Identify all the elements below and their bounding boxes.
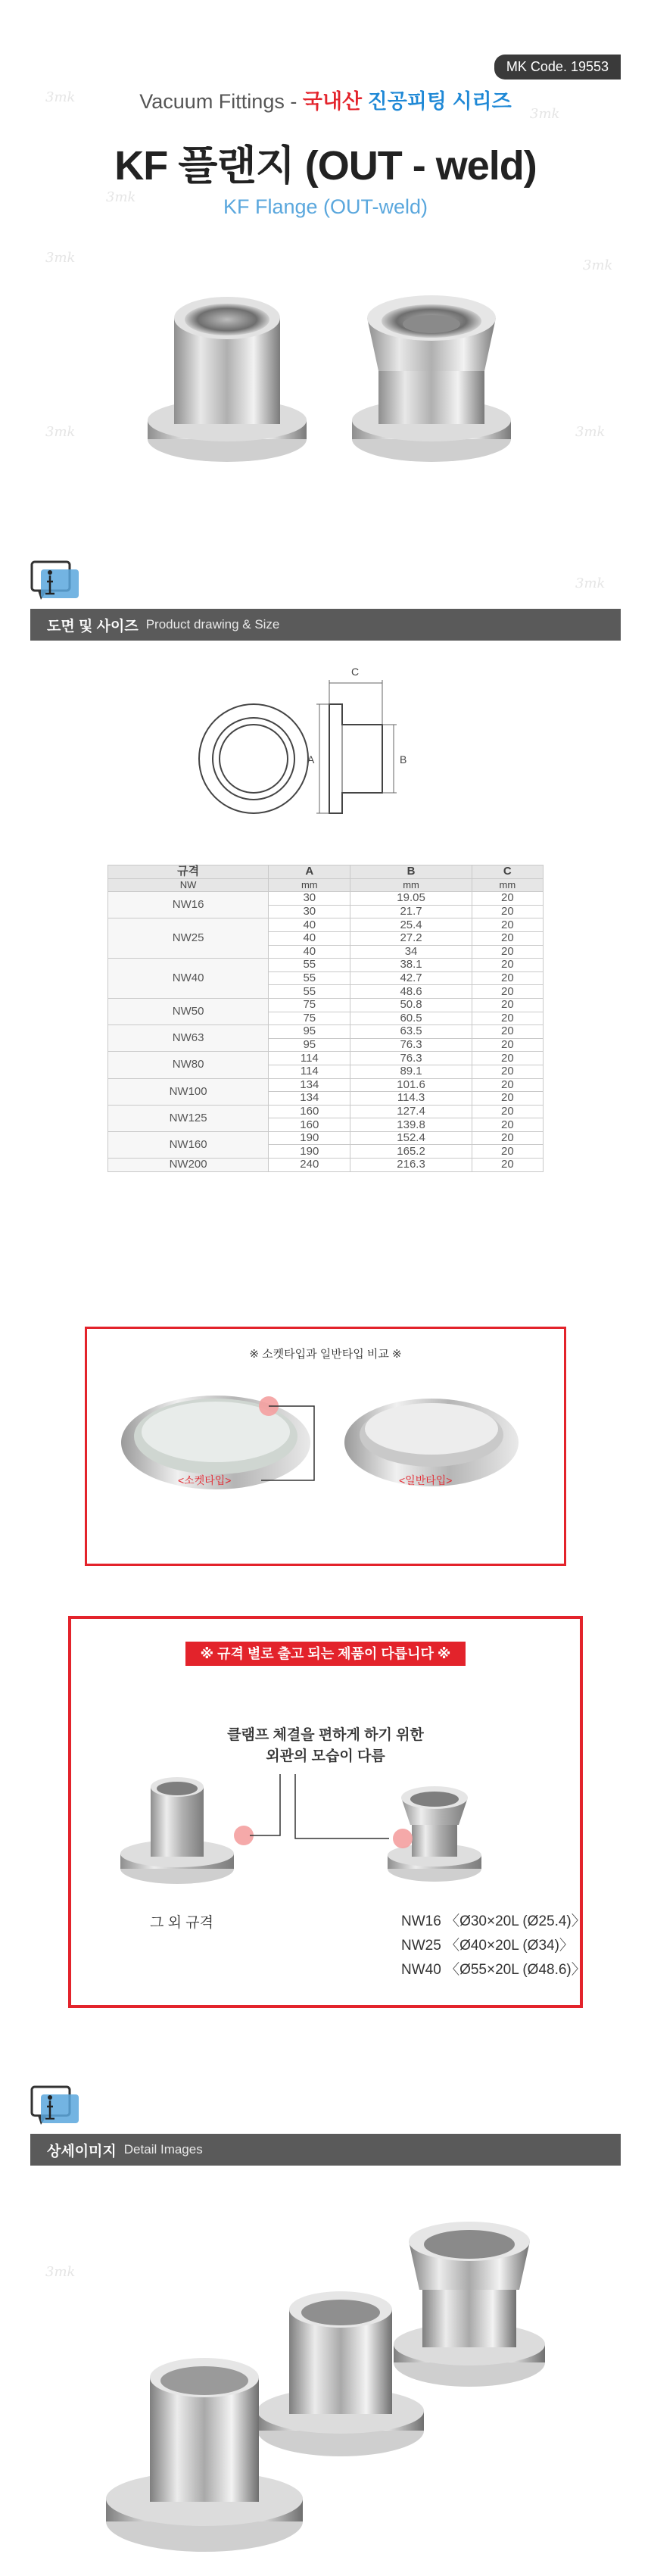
detail-product-image [91,2211,560,2567]
spec-cell-b: 165.2 [350,1145,472,1159]
spec-units-row [108,878,544,892]
spec-cell-c: 20 [472,1038,543,1052]
spec-header-row [108,865,544,879]
spec-cell-c: 20 [472,959,543,972]
type-compare-box [85,1327,566,1566]
spec-unit-a: mm [269,878,350,892]
spec-cell-a: 55 [269,959,350,972]
diff-desc-line2: 외관의 모습이 다름 [266,1748,385,1764]
spec-cell-b: 152.4 [350,1131,472,1145]
spec-cell-a: 95 [269,1025,350,1039]
watermark: 3mk [45,2264,76,2280]
spec-cell-c: 20 [472,985,543,999]
spec-cell-a: 40 [269,918,350,932]
spec-cell-a: 114 [269,1052,350,1065]
spec-cell-b: 139.8 [350,1118,472,1132]
spec-cell-c: 20 [472,1118,543,1132]
spec-cell-a: 190 [269,1131,350,1145]
spec-cell-b: 101.6 [350,1078,472,1092]
table-row [108,1025,544,1039]
spec-unit-c: mm [472,878,543,892]
table-row [108,1078,544,1092]
series-name: 진공피팅 시리즈 [367,90,512,113]
other-spec-caption: 그 외 규격 [150,1915,213,1931]
watermark: 3mk [45,89,76,105]
table-row [108,1105,544,1118]
detail-section-bar [30,2134,621,2166]
spec-nw-cell: NW160 [108,1131,269,1158]
watermark: 3mk [45,424,76,440]
table-row [108,1131,544,1145]
spec-cell-c: 20 [472,1078,543,1092]
normal-type-label: <일반타입> [399,1474,453,1486]
spec-header-a: A [269,865,350,879]
other-spec-image [120,1777,254,1884]
spec-nw-cell: NW16 [108,892,269,918]
spec-cell-c: 20 [472,931,543,945]
watermark: 3mk [583,257,613,273]
watermark: 3mk [45,250,76,266]
spec-cell-b: 127.4 [350,1105,472,1118]
spec-table-body [108,892,544,1171]
spec-cell-b: 63.5 [350,1025,472,1039]
spec-unit-b: mm [350,878,472,892]
compare-title: ※ 소켓타입과 일반타입 비교 ※ [249,1348,402,1361]
spec-cell-a: 134 [269,1092,350,1106]
spec-cell-c: 20 [472,1131,543,1145]
watermark: 3mk [575,575,606,591]
series-origin: 국내산 [302,90,363,113]
small-spec-item: NW16 〈Ø30×20L (Ø25.4)〉 [401,1913,586,1929]
spec-cell-a: 114 [269,1065,350,1078]
spec-cell-c: 20 [472,1012,543,1025]
spec-nw-cell: NW40 [108,959,269,999]
spec-cell-b: 19.05 [350,892,472,906]
spec-cell-c: 20 [472,1065,543,1078]
spec-cell-a: 30 [269,892,350,906]
spec-cell-b: 34 [350,945,472,959]
spec-cell-a: 134 [269,1078,350,1092]
spec-cell-a: 75 [269,1012,350,1025]
spec-cell-a: 55 [269,971,350,985]
spec-cell-c: 20 [472,1105,543,1118]
table-row [108,1052,544,1065]
spec-cell-b: 42.7 [350,971,472,985]
page-subtitle: KF Flange (OUT-weld) [223,195,428,218]
spec-cell-c: 20 [472,1159,543,1172]
detail-section-title: 상세이미지 [47,2143,117,2160]
drawing-section-bar [30,609,621,641]
diff-title-text: ※ 규격 별로 출고 되는 제품이 다릅니다 ※ [185,1642,466,1666]
spec-nw-cell: NW80 [108,1052,269,1078]
spec-nw-cell: NW100 [108,1078,269,1105]
spec-cell-a: 240 [269,1159,350,1172]
spec-difference-box [68,1616,586,2008]
spec-cell-c: 20 [472,998,543,1012]
table-row [108,918,544,932]
series-en: Vacuum Fittings [139,90,285,113]
compare-leader-lines [87,1329,568,1568]
spec-cell-b: 114.3 [350,1092,472,1106]
spec-cell-c: 20 [472,1052,543,1065]
small-spec-list [401,1910,586,1982]
watermark: 3mk [530,106,560,122]
drawing-section-subtitle: Product drawing & Size [145,617,280,632]
spec-cell-a: 30 [269,905,350,918]
spec-cell-b: 48.6 [350,985,472,999]
spec-cell-c: 20 [472,1145,543,1159]
spec-cell-b: 76.3 [350,1052,472,1065]
table-row [108,1159,544,1172]
spec-cell-c: 20 [472,1092,543,1106]
drawing-section-icon [30,559,83,609]
spec-cell-b: 27.2 [350,931,472,945]
spec-header-c: C [472,865,543,879]
spec-cell-c: 20 [472,905,543,918]
page-title: KF 플랜지 (OUT - weld) [114,143,537,189]
watermark: 3mk [106,189,136,205]
spec-cell-b: 216.3 [350,1159,472,1172]
spec-cell-c: 20 [472,971,543,985]
spec-cell-a: 40 [269,945,350,959]
table-row [108,998,544,1012]
spec-cell-b: 89.1 [350,1065,472,1078]
spec-cell-b: 60.5 [350,1012,472,1025]
small-spec-image [388,1786,481,1882]
dim-a-label: A [307,753,315,766]
spec-cell-c: 20 [472,1025,543,1039]
small-spec-item: NW40 〈Ø55×20L (Ø48.6)〉 [401,1962,586,1978]
socket-type-label: <소켓타입> [178,1474,232,1486]
spec-cell-a: 75 [269,998,350,1012]
spec-cell-c: 20 [472,945,543,959]
spec-nw-cell: NW50 [108,998,269,1024]
spec-cell-c: 20 [472,918,543,932]
spec-cell-b: 76.3 [350,1038,472,1052]
mk-code-badge: MK Code. 19553 [494,55,621,80]
spec-cell-a: 55 [269,985,350,999]
spec-header-b: B [350,865,472,879]
spec-header-nw: 규격 [108,865,269,879]
spec-cell-b: 50.8 [350,998,472,1012]
spec-cell-b: 21.7 [350,905,472,918]
spec-nw-cell: NW63 [108,1025,269,1052]
spec-nw-cell: NW25 [108,918,269,959]
spec-cell-a: 40 [269,931,350,945]
detail-section-subtitle: Detail Images [123,2142,203,2157]
spec-cell-a: 160 [269,1118,350,1132]
hero-product-image [136,288,530,477]
technical-drawing [174,660,477,834]
small-spec-item: NW25 〈Ø40×20L (Ø34)〉 [401,1938,574,1954]
watermark: 3mk [575,424,606,440]
table-row [108,892,544,906]
spec-nw-cell: NW200 [108,1159,269,1172]
spec-cell-c: 20 [472,892,543,906]
detail-section-icon [30,2084,83,2134]
spec-cell-b: 25.4 [350,918,472,932]
spec-cell-a: 190 [269,1145,350,1159]
spec-cell-a: 160 [269,1105,350,1118]
drawing-section-title: 도면 및 사이즈 [47,618,139,635]
spec-cell-b: 38.1 [350,959,472,972]
dim-b-label: B [400,753,407,766]
spec-cell-a: 95 [269,1038,350,1052]
spec-table [107,865,544,1172]
table-row [108,959,544,972]
spec-unit-nw: NW [108,878,269,892]
diff-desc-line1: 클램프 체결을 편하게 하기 위한 [227,1727,424,1743]
series-dash: - [290,90,297,113]
dim-c-label: C [351,666,360,678]
spec-nw-cell: NW125 [108,1105,269,1131]
